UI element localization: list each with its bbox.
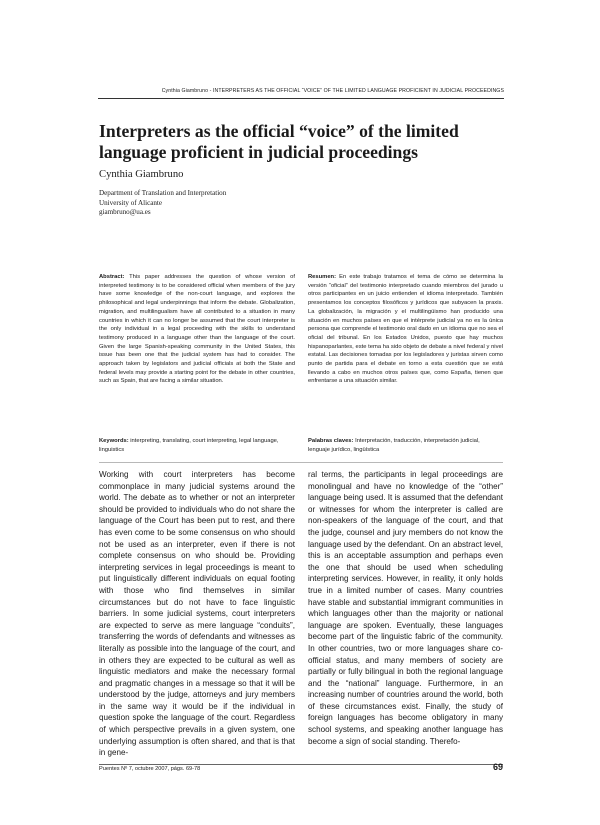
- abstract-text: This paper addresses the question of whose version of interpreted testimony is to be considered official when members of the jury have some knowledge of the non-court language, and explores the philosophical and legal underpinnings that inform the debate. Globalization, migration, and multilingualism have all contributed to a situation in many countries in which it can no longer be assumed that the court interpreter is the only individual in a legal proceeding with the skills to understand testimony produced in a language other than the language of the court. Given the large Spanish-speaking community in the United States, this issue has been one that the judicial system has had to consider. The approach taken by legislators and judicial officials at both the State and federal levels may provide a starting point for the debate in other countries, such as Spain, that are facing a similar situation.: [99, 274, 295, 385]
- author-affiliation: [99, 189, 226, 218]
- resumen-text: En este trabajo tratamos el tema de cómo se determina la versión “oficial” del testimonio interpretado cuando miembros del jurado u otros participantes en un juicio entienden el idioma interpretado. También presentamos los conceptos filosóficos y jurídicos que subyacen la praxis. La globalización, la migración y el multilingüismo han producido una situación en muchos países en que el intérprete judicial ya no es la única persona que comprende el testimonio oral dado en un idioma que no sea el oficial del tribunal. En los Estados Unidos, puesto que hay muchos hispanoparlantes, este tema ha sido objeto de debate a nivel federal y nivel estatal. Las decisiones tomadas por los legisladores y juristas sirven como punto de partida para el debate en torno a esta cuestión que se está llevando a cabo en muchos otros países que, como España, tienen que enfrentarse a una situación similar.: [308, 274, 503, 385]
- palabras-claves-text: Interpretación, traducción, interpretación judicial, lenguaje jurídico, lingüística: [308, 438, 480, 453]
- running-header: Cynthia Giambruno - INTERPRETERS AS THE OFFICIAL “VOICE” OF THE LIMITED LANGUAGE PROFICIENT IN JUDICIAL PROCEEDINGS: [161, 88, 504, 94]
- body-column-right: ral terms, the participants in legal proceedings are monolingual and have no knowledge of the “other” language being used. It is assumed that the defendant or witnesses for whom the interpreter is called are non-speakers of the language of the court, and that the judge, counsel and jury members do not know the language used by the defendant. On an abstract level, this is an acceptable assumption and perhaps even the one that should be used when scheduling interpreting services. However, in reality, it only holds true in a limited number of cases. Many countries have stable and substantial immigrant communities in which languages other than the majority or national language are spoken. Eventually, these languages become part of the linguistic fabric of the community. In other countries, two or more languages share co-official status, and many members of society are partially or fully bilingual in both the regional language and the “national” language. Furthermore, in an increasing number of countries around the world, both of these circumstances exist. Finally, the study of foreign languages has become obligatory in many school systems, and speaking another language has become a sign of social standing. Therefo-: [308, 470, 503, 746]
- affiliation-department: Department of Translation and Interpretation: [99, 189, 227, 197]
- footer-rule: [99, 764, 503, 765]
- keywords-label: Keywords:: [99, 438, 129, 444]
- journal-citation: Puentes Nº 7, octubre 2007, págs. 69-78: [99, 766, 201, 772]
- body-column-left: Working with court interpreters has become commonplace in many judicial systems around the world. The debate as to whether or not an interpreter should be provided to individuals who do not share the language of the Court has been put to rest, and there has even come to be some consensus on who should not be used as an interpreter, even if there is not complete consensus on who should be. Providing interpreting services in legal proceedings is meant to put linguistically different individuals on equal footing with those who find themselves in similar circumstances but do not have to face linguistic barriers. In some judicial systems, court interpreters are expected to serve as mere language “conduits”, transferring the words of defendants and witnesses as literally as possible into the language of the court, and in others they are expected to be cultural as well as linguistic mediators and make the necessary formal and pragmatic changes in a message so that it will be understood by the judge, attorneys and jury members in the same way it would be if the individual in question spoke the language of the court. Regardless of which perspective prevails in a given system, one underlying assumption is often shared, and that is that in gene-: [99, 470, 295, 758]
- author-email: giambruno@ua.es: [99, 208, 151, 216]
- keywords-text: interpreting, translating, court interpreting, legal language, linguistics: [99, 438, 279, 453]
- section-divider: [99, 462, 503, 463]
- page-number: 69: [492, 762, 503, 772]
- palabras-claves-label: Palabras claves:: [308, 438, 354, 444]
- keywords-english: [99, 437, 295, 454]
- author-name: Cynthia Giambruno: [99, 169, 184, 180]
- affiliation-university: University of Alicante: [99, 198, 163, 207]
- article-title: Interpreters as the official “voice” of the limited language proficient in judicial proceedings: [99, 121, 459, 162]
- resumen-label: Resumen:: [308, 274, 337, 280]
- abstract-label: Abstract:: [99, 274, 125, 280]
- abstract-english: [99, 273, 295, 386]
- header-rule: [98, 98, 504, 99]
- abstract-spanish: [308, 273, 503, 386]
- keywords-spanish: [308, 437, 503, 454]
